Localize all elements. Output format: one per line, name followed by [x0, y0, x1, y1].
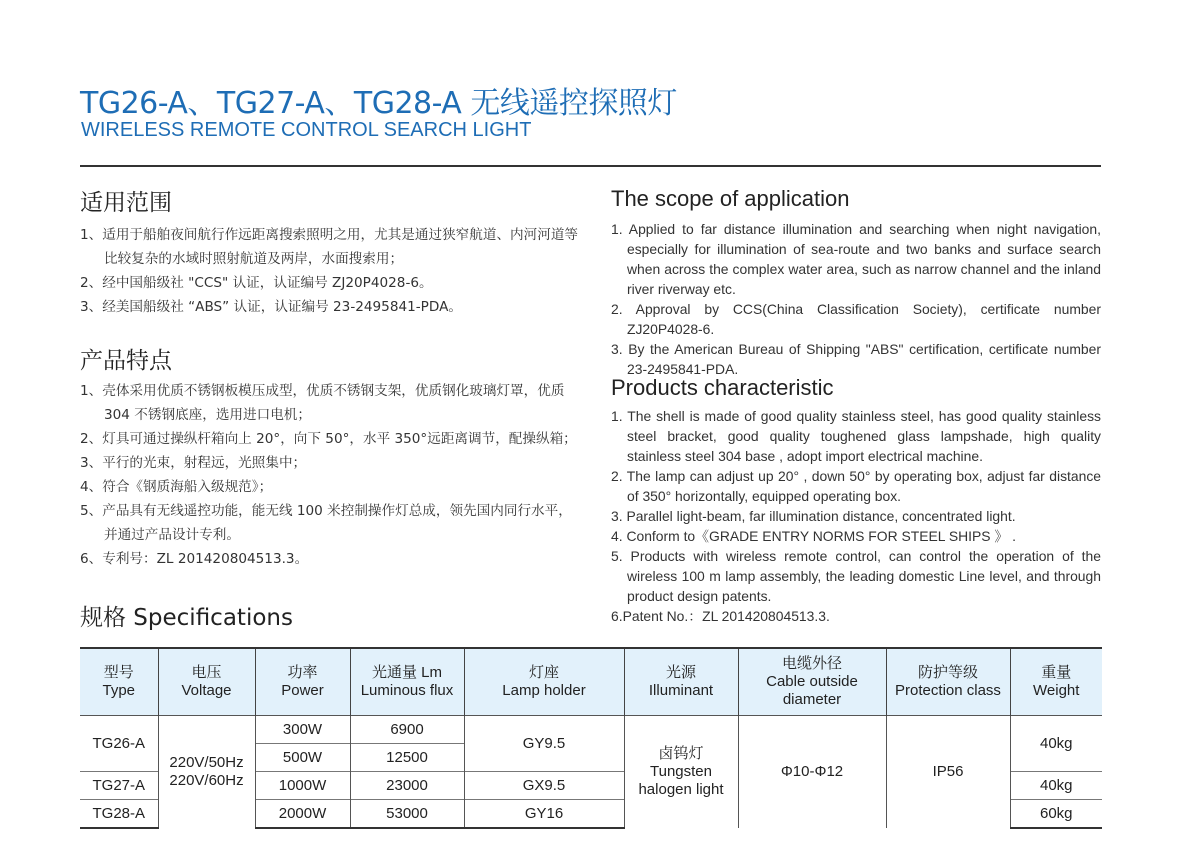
list-item: 4. Conform to《GRADE ENTRY NORMS FOR STEEL SHIPS 》 .	[611, 528, 1016, 544]
flux-cell: 12500	[350, 744, 464, 772]
list-item: 1、壳体采用优质不锈钢板模压成型，优质不锈钢支架，优质钢化玻璃灯罩，优质 304 不锈钢底座，选用进口电机；	[80, 383, 565, 423]
weight-cell: 40kg	[1010, 716, 1102, 772]
power-cell: 500W	[255, 744, 350, 772]
voltage-cell: 220V/50Hz 220V/60Hz	[158, 716, 255, 829]
col-header-weight: 重量 Weight	[1010, 648, 1102, 716]
page-title-en: WIRELESS REMOTE CONTROL SEARCH LIGHT	[81, 119, 532, 141]
list-item: 3. Parallel light-beam, far illumination distance, concentrated light.	[611, 508, 1016, 524]
flux-cell: 53000	[350, 800, 464, 829]
list-item: 2. Approval by CCS(China Classification Society), certificate number ZJ20P4028-6.	[611, 301, 1101, 337]
scope-list-cn	[80, 223, 580, 319]
list-item: 2、经中国船级社 "CCS" 认证，认证编号 ZJ20P4028-6。	[80, 275, 433, 291]
cable-cell: Φ10-Φ12	[738, 716, 886, 829]
flux-cell: 23000	[350, 772, 464, 800]
list-item: 5. Products with wireless remote control, can control the operation of the wireless 100 m lamp assembly, the leading domestic Line level, and through product design patents.	[611, 548, 1101, 604]
page-title-cn: TG26-A、TG27-A、TG28-A 无线遥控探照灯	[80, 86, 677, 121]
col-header-voltage: 电压 Voltage	[158, 648, 255, 716]
flux-cell: 6900	[350, 716, 464, 744]
list-item: 4、符合《钢质海船入级规范》；	[80, 479, 273, 495]
list-item: 2. The lamp can adjust up 20° , down 50° by operating box, adjust far distance of 350° horizontally, equipped operating box.	[611, 468, 1101, 504]
table-row	[80, 716, 1102, 744]
scope-list-en	[611, 219, 1101, 379]
holder-cell: GX9.5	[464, 772, 624, 800]
features-heading-en: Products characteristic	[611, 375, 834, 400]
list-item: 5、产品具有无线遥控功能，能无线 100 米控制操作灯总成，领先国内同行水平，并通过产品设计专利。	[80, 503, 572, 543]
weight-cell: 60kg	[1010, 800, 1102, 829]
features-list-en	[611, 406, 1101, 626]
scope-heading-en: The scope of application	[611, 186, 850, 211]
list-item: 6、专利号：ZL 201420804513.3。	[80, 551, 309, 567]
col-header-illuminant: 光源 Illuminant	[624, 648, 738, 716]
type-cell: TG27-A	[80, 772, 158, 800]
specs-table	[80, 647, 1102, 829]
protection-cell: IP56	[886, 716, 1010, 829]
type-cell: TG28-A	[80, 800, 158, 829]
power-cell: 1000W	[255, 772, 350, 800]
col-header-protection: 防护等级 Protection class	[886, 648, 1010, 716]
list-item: 1. Applied to far distance illumination and searching when night navigation, especially for illumination of sea-route and two banks and surface search when across the complex water area, such as narrow channel and the inland river riverway etc.	[611, 221, 1101, 297]
specs-heading: 规格 Specifications	[80, 605, 293, 631]
col-header-flux: 光通量 Lm Luminous flux	[350, 648, 464, 716]
power-cell: 2000W	[255, 800, 350, 829]
holder-cell: GY16	[464, 800, 624, 829]
features-list-cn	[80, 379, 580, 571]
list-item: 2、灯具可通过操纵杆箱向上 20°，向下 50°，水平 350°远距离调节，配操纵箱；	[80, 431, 577, 447]
title-divider	[80, 165, 1101, 167]
table-header-row	[80, 648, 1102, 716]
col-header-cable: 电缆外径 Cable outside diameter	[738, 648, 886, 716]
scope-heading-cn: 适用范围	[80, 190, 172, 216]
weight-cell: 40kg	[1010, 772, 1102, 800]
list-item: 1. The shell is made of good quality stainless steel, has good quality stainless steel bracket, good quality toughened glass lampshade, high quality stainless steel 304 base , adopt import electrical machine.	[611, 408, 1101, 464]
col-header-holder: 灯座 Lamp holder	[464, 648, 624, 716]
list-item: 6.Patent No.：ZL 201420804513.3.	[611, 608, 830, 624]
list-item: 1、适用于船舶夜间航行作远距离搜索照明之用，尤其是通过狭窄航道、内河河道等比较复杂的水域时照射航道及两岸，水面搜索用；	[80, 227, 579, 267]
features-heading-cn: 产品特点	[80, 348, 172, 374]
list-item: 3、经美国船级社 “ABS” 认证，认证编号 23-2495841-PDA。	[80, 299, 462, 315]
type-cell: TG26-A	[92, 734, 145, 752]
list-item: 3. By the American Bureau of Shipping "ABS" certification, certificate number 23-2495841-PDA.	[611, 341, 1101, 377]
col-header-type: 型号 Type	[80, 648, 158, 716]
holder-cell: GY9.5	[464, 716, 624, 772]
power-cell: 300W	[255, 716, 350, 744]
col-header-power: 功率 Power	[255, 648, 350, 716]
illuminant-cell: 卤钨灯 Tungsten halogen light	[624, 716, 738, 829]
list-item: 3、平行的光束，射程远，光照集中；	[80, 455, 307, 471]
